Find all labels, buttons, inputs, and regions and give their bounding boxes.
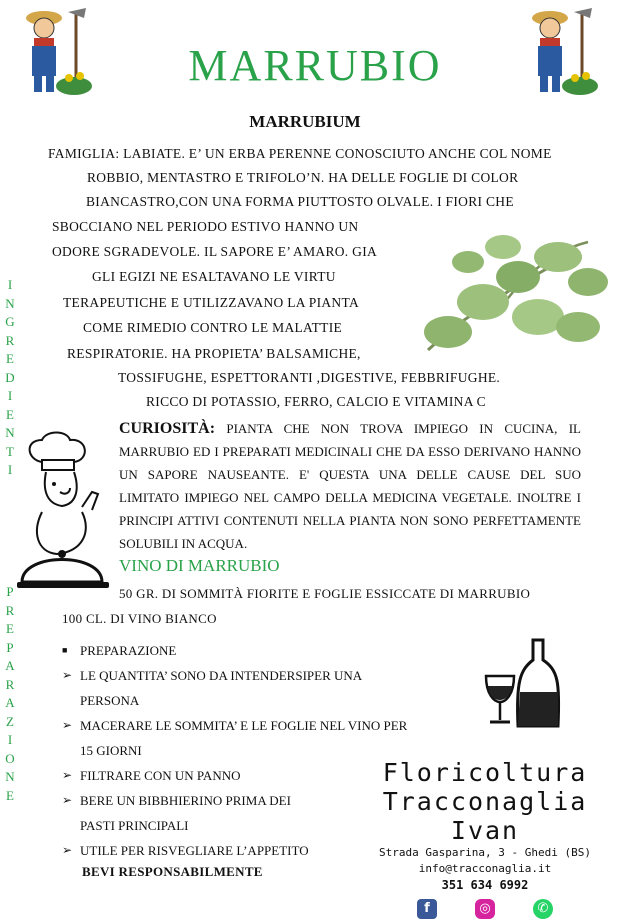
step-line: UTILE PER RISVEGLIARE L’APPETITO [80, 843, 309, 858]
side-label-ingredienti-text: INGREDIENTI [5, 277, 15, 477]
step-line: BERE UN BIBBHIERINO PRIMA DEI [80, 793, 291, 808]
social-icons [350, 899, 620, 919]
description-line: FAMIGLIA: LABIATE. E’ UN ERBA PERENNE CONOSCIUTO ANCHE COL NOME [48, 146, 552, 161]
recipe-title: VINO DI MARRUBIO [119, 556, 280, 575]
side-label-preparazione [3, 583, 17, 805]
curiosity-text: PIANTA CHE NON TROVA IMPIEGO IN CUCINA, IL MARRUBIO ED I PREPARATI MEDICINALI CHE DA ESSO DERIVANO HANNO UN SAPORE NAUSEANTE. E' QUESTA UNA DELLE CAUSE DEL SUO LIMITATO IMPIEGO NEL CAMPO DELLA MEDICINA VEGETALE. INOLTRE I PRINCIPI ATTIVI CONTENUTI NELLA PIANTA NON SONO PERFETTAMENTE SOLUBILI IN ACQUA. [119, 421, 582, 551]
step-line: PASTI PRINCIPALI [80, 818, 189, 833]
brand-phone[interactable]: 351 634 6992 [441, 878, 529, 892]
step-line: MACERARE LE SOMMITA’ E LE FOGLIE NEL VINO PER [80, 718, 408, 733]
description-line: RICCO DI POTASSIO, FERRO, CALCIO E VITAMINA C [146, 394, 486, 409]
step-text [80, 663, 362, 713]
curiosity-label: CURIOSITÀ: [119, 420, 216, 437]
step-line: FILTRARE CON UN PANNO [80, 768, 241, 783]
arrow-bullet-icon: ➢ [62, 668, 73, 682]
closing-note: BEVI RESPONSABILMENTE [82, 864, 263, 879]
brand-line-1: Floricoltura [382, 758, 588, 787]
page-title: MARRUBIO [188, 41, 442, 90]
step-text [80, 788, 291, 838]
arrow-bullet-icon: ➢ [62, 718, 73, 732]
side-label-preparazione-text: PREPARAZIONE [5, 584, 15, 803]
square-bullet-icon: ■ [62, 645, 68, 655]
ingredient-item: 100 CL. DI VINO BIANCO [62, 611, 217, 626]
step-text [80, 713, 407, 763]
step-line: PERSONA [80, 693, 140, 708]
whatsapp-icon[interactable]: ✆ [533, 899, 553, 919]
brand-address: Strada Gasparina, 3 - Ghedi (BS) [379, 846, 591, 859]
description-line: COME RIMEDIO CONTRO LE MALATTIE [83, 320, 343, 335]
preparation-heading: PREPARAZIONE [80, 643, 177, 658]
description-line: SBOCCIANO NEL PERIODO ESTIVO HANNO UN [52, 219, 359, 234]
description-line: ODORE SGRADEVOLE. IL SAPORE E’ AMARO. GIA [52, 244, 378, 259]
arrow-bullet-icon: ➢ [62, 843, 73, 857]
preparation-step [62, 713, 472, 763]
curiosity-paragraph [119, 417, 581, 555]
farmer-illustration-left [14, 4, 100, 100]
preparation-heading-row [62, 638, 472, 663]
farmer-illustration-right [520, 4, 606, 100]
description-line: ROBBIO, MENTASTRO E TRIFOLO’N. HA DELLE FOGLIE DI COLOR [87, 170, 519, 185]
preparation-step [62, 663, 472, 713]
brand-line-2: Tracconaglia Ivan [382, 787, 588, 845]
arrow-bullet-icon: ➢ [62, 793, 73, 807]
wine-illustration [478, 636, 568, 732]
chef-illustration [12, 432, 118, 602]
step-line: LE QUANTITA’ SONO DA INTENDERSIPER UNA [80, 668, 363, 683]
facebook-icon[interactable]: f [417, 899, 437, 919]
description-line: GLI EGIZI NE ESALTAVANO LE VIRTU [92, 269, 336, 284]
description-line: BIANCASTRO,CON UNA FORMA PIUTTOSTO OLVALE. I FIORI CHE [86, 194, 514, 209]
ingredient-item: 50 GR. DI SOMMITÀ FIORITE E FOGLIE ESSICCATE DI MARRUBIO [119, 586, 531, 601]
brand-email[interactable]: info@tracconaglia.it [418, 862, 552, 875]
description-line: TERAPEUTICHE E UTILIZZAVANO LA PIANTA [63, 295, 359, 310]
marrubio-plant-image [408, 222, 613, 360]
step-line: 15 GIORNI [80, 743, 142, 758]
arrow-bullet-icon: ➢ [62, 768, 73, 782]
description-line: TOSSIFUGHE, ESPETTORANTI ,DIGESTIVE, FEBBRIFUGHE. [118, 370, 501, 385]
description-line: RESPIRATORIE. HA PROPIETA’ BALSAMICHE, [67, 346, 361, 361]
brand-block [350, 758, 620, 919]
instagram-icon[interactable]: ◎ [475, 899, 495, 919]
page-subtitle: MARRUBIUM [249, 112, 361, 131]
